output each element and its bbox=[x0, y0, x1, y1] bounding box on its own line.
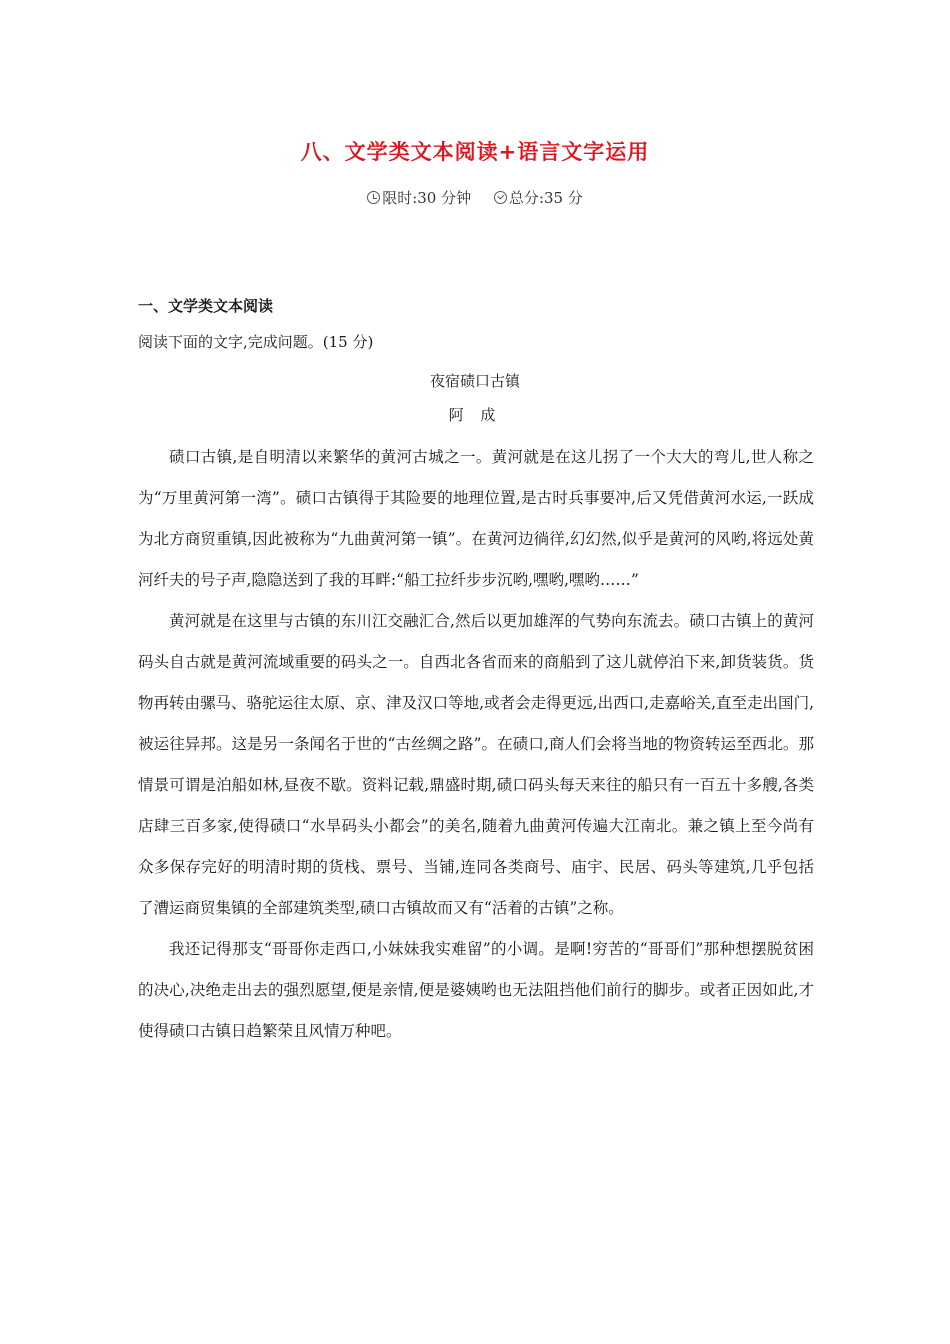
total-score-text: 总分:35 分 bbox=[508, 189, 583, 207]
paragraph: 我还记得那支“哥哥你走西口,小妹妹我实难留”的小调。是啊!穷苦的“哥哥们”那种想摆脱贫困的决心,决绝走出去的强烈愿望,便是亲情,便是婆姨哟也无法阻挡他们前行的脚步。或者正因如此,才使得碛口古镇日趋繁荣且风情万种吧。 bbox=[138, 940, 814, 1040]
check-circle-icon bbox=[494, 191, 507, 204]
article-title: 夜宿碛口古镇 bbox=[429, 372, 520, 390]
section-heading: 一、文学类文本阅读 bbox=[138, 297, 274, 315]
time-limit-text: 限时:30 分钟 bbox=[382, 189, 472, 207]
total-score bbox=[494, 187, 583, 208]
article-author: 阿 成 bbox=[448, 406, 502, 424]
paragraph: 碛口古镇,是自明清以来繁华的黄河古城之一。黄河就是在这儿拐了一个大大的弯儿,世人称之为“万里黄河第一湾”。碛口古镇得于其险要的地理位置,是古时兵事要冲,后又凭借黄河水运,一跃成为北方商贸重镇,因此被称为“九曲黄河第一镇”。在黄河边徜徉,幻幻然,似乎是黄河的风哟,将远处黄河纤夫的号子声,隐隐送到了我的耳畔:“船工拉纤步步沉哟,嘿哟,嘿哟……” bbox=[138, 448, 814, 589]
instruction: 阅读下面的文字,完成问题。(15 分) bbox=[138, 333, 374, 351]
clock-icon bbox=[367, 191, 380, 204]
time-limit bbox=[367, 187, 471, 208]
paragraph: 黄河就是在这里与古镇的东川江交融汇合,然后以更加雄浑的气势向东流去。碛口古镇上的黄河码头自古就是黄河流域重要的码头之一。自西北各省而来的商船到了这儿就停泊下来,卸货装货。货物再转由骡马、骆驼运往太原、京、津及汉口等地,或者会走得更远,出西口,走嘉峪关,直至走出国门,被运往异邦。这是另一条闻名于世的“古丝绸之路”。在碛口,商人们会将当地的物资转运至西北。那情景可谓是泊船如林,昼夜不歇。资料记载,鼎盛时期,碛口码头每天来往的船只有一百五十多艘,各类店肆三百多家,使得碛口“水旱码头小都会”的美名,随着九曲黄河传遍大江南北。兼之镇上至今尚有众多保存完好的明清时期的货栈、票号、当铺,连同各类商号、庙宇、民居、码头等建筑,几乎包括了漕运商贸集镇的全部建筑类型,碛口古镇故而又有“活着的古镇”之称。 bbox=[138, 612, 814, 917]
exam-meta bbox=[0, 187, 950, 208]
article-body bbox=[138, 437, 814, 1052]
page-title: 八、文学类文本阅读+语言文字运用 bbox=[300, 140, 650, 164]
